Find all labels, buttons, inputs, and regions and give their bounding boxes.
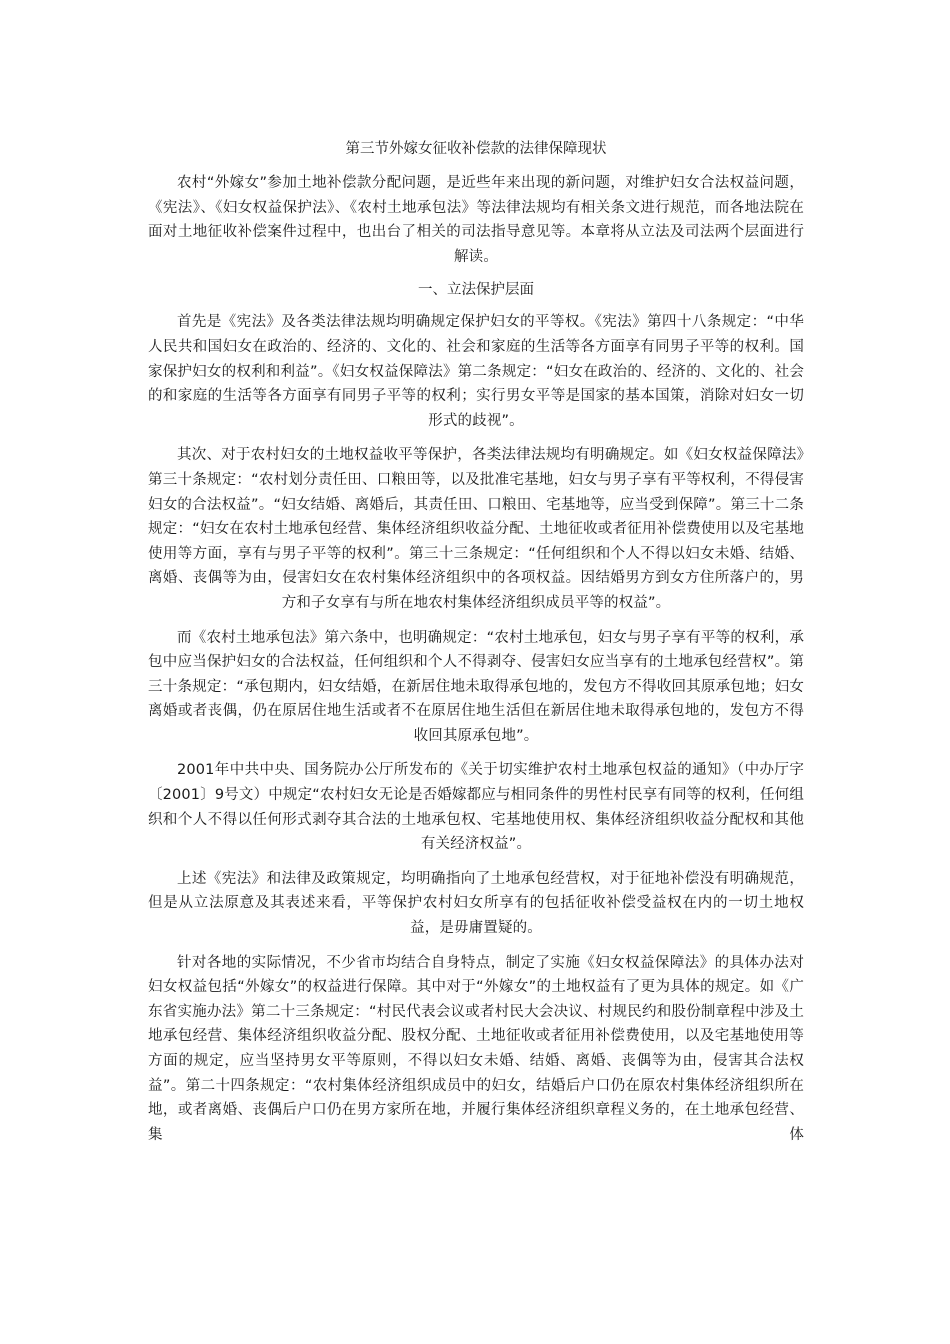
section-title: 第三节外嫁女征收补偿款的法律保障现状 xyxy=(345,141,607,157)
document-page xyxy=(148,138,804,1157)
body-paragraph: 针对各地的实际情况，不少省市均结合自身特点，制定了实施《妇女权益保障法》的具体办法对妇女权益包括“外嫁女”的权益进行保障。其中对于“外嫁女”的土地权益有了更为具体的规定。如《广东省实施办法》第二十三条规定：“村民代表会议或者村民大会决议、村规民约和股份制章程中涉及土地承包经营、集体经济组织收益分配、股权分配、土地征收或者征用补偿费使用，以及宅基地使用等方面的规定，应当坚持男女平等原则，不得以妇女未婚、结婚、离婚、丧偶等为由，侵害其合法权益”。第二十四条规定：“农村集体经济组织成员中的妇女，结婚后户口仍在原农村集体经济组织所在地，或者离婚、丧偶后户口仍在男方家所在地，并履行集体经济组织章程义务的，在土地承包经营、集体 xyxy=(148,954,804,1143)
body-paragraph: 上述《宪法》和法律及政策规定，均明确指向了土地承包经营权，对于征地补偿没有明确规范，但是从立法原意及其表述来看，平等保护农村妇女所享有的包括征收补偿受益权在内的一切土地权益，是毋庸置疑的。 xyxy=(148,870,804,937)
body-paragraph: 而《农村土地承包法》第六条中，也明确规定：“农村土地承包，妇女与男子享有平等的权利，承包中应当保护妇女的合法权益，任何组织和个人不得剥夺、侵害妇女应当享有的土地承包经营权”。第三十条规定：“承包期内，妇女结婚，在新居住地未取得承包地的，发包方不得收回其原承包地；妇女离婚或者丧偶，仍在原居住地生活或者不在原居住地生活但在新居住地未取得承包地的，发包方不得收回其原承包地”。 xyxy=(148,629,804,744)
body-paragraph: 其次、对于农村妇女的土地权益收平等保护，各类法律法规均有明确规定。如《妇女权益保障法》第三十条规定：“农村划分责任田、口粮田等，以及批准宅基地，妇女与男子享有平等权利，不得侵害妇女的合法权益”。“妇女结婚、离婚后，其责任田、口粮田、宅基地等，应当受到保障”。第三十二条规定：“妇女在农村土地承包经营、集体经济组织收益分配、土地征收或者征用补偿费使用以及宅基地使用等方面，享有与男子平等的权利”。第三十三条规定：“任何组织和个人不得以妇女未婚、结婚、离婚、丧偶等为由，侵害妇女在农村集体经济组织中的各项权益。因结婚男方到女方住所落户的，男方和子女享有与所在地农村集体经济组织成员平等的权益”。 xyxy=(148,447,804,611)
body-paragraph: 首先是《宪法》及各类法律法规均明确规定保护妇女的平等权。《宪法》第四十八条规定：“中华人民共和国妇女在政治的、经济的、文化的、社会和家庭的生活等各方面享有同男子平等的权利。国家保护妇女的权利和利益”。《妇女权益保障法》第二条规定：“妇女在政治的、经济的、文化的、社会的和家庭的生活等各方面享有同男子平等的权利；实行男女平等是国家的基本国策，消除对妇女一切形式的歧视”。 xyxy=(148,314,804,429)
subsection-heading: 一、立法保护层面 xyxy=(418,282,534,299)
body-paragraph: 2001年中共中央、国务院办公厅所发布的《关于切实维护农村土地承包权益的通知》（中办厅字〔2001〕9号文）中规定“农村妇女无论是否婚嫁都应与相同条件的男性村民享有同等的权利，任何组织和个人不得以任何形式剥夺其合法的土地承包权、宅基地使用权、集体经济组织收益分配权和其他有关经济权益”。 xyxy=(148,762,804,853)
intro-paragraph: 农村“外嫁女”参加土地补偿款分配问题，是近些年来出现的新问题，对维护妇女合法权益问题，《宪法》、《妇女权益保护法》、《农村土地承包法》等法律法规均有相关条文进行规范，而各地法院在面对土地征收补偿案件过程中，也出台了相关的司法指导意见等。本章将从立法及司法两个层面进行解读。 xyxy=(148,175,804,265)
